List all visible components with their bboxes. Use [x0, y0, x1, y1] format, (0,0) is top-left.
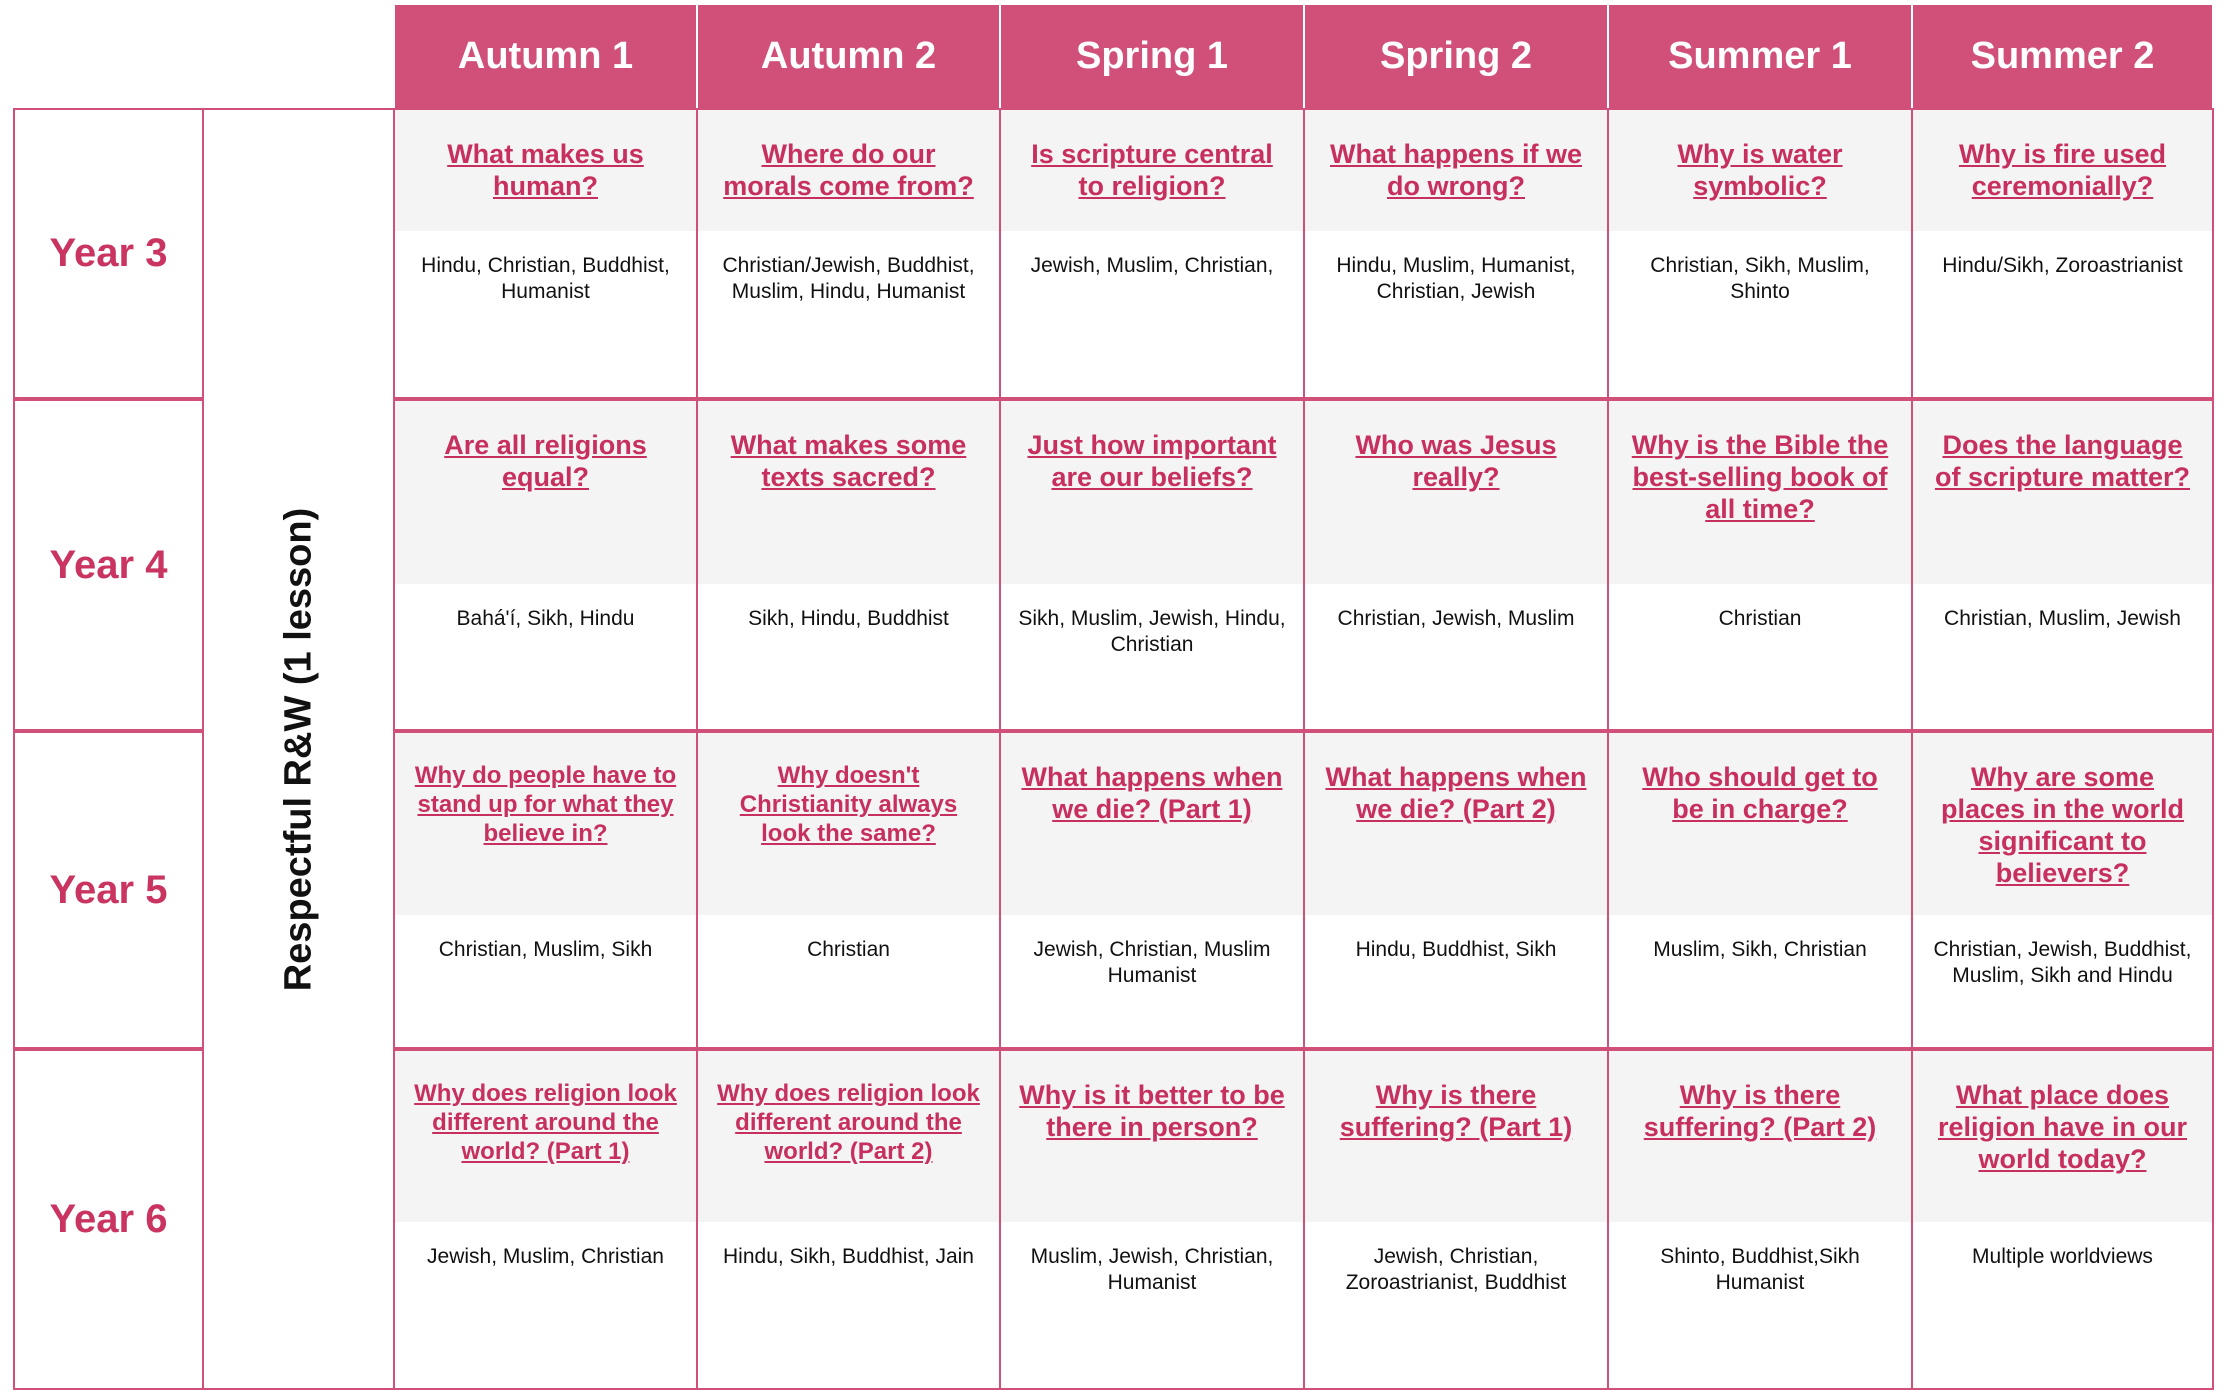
question-area [395, 733, 696, 915]
religions-text: Muslim, Jewish, Christian, Humanist [1001, 1222, 1303, 1296]
unit-question-link[interactable]: Who was Jesus really? [1355, 430, 1557, 492]
unit-question-link[interactable]: Is scripture central to religion? [1031, 139, 1273, 201]
religions-text: Muslim, Sikh, Christian [1609, 915, 1911, 963]
religions-text: Christian, Muslim, Sikh [395, 915, 696, 963]
column-header-3: Spring 1 [1001, 5, 1305, 108]
unit-cell [1303, 731, 1609, 1049]
column-header-4: Spring 2 [1305, 5, 1609, 108]
religions-text: Christian, Jewish, Muslim [1305, 584, 1607, 632]
religions-text: Jewish, Muslim, Christian, [1001, 231, 1303, 279]
unit-question-link[interactable]: Just how important are our beliefs? [1027, 430, 1277, 492]
unit-question-link[interactable]: Why is water symbolic? [1677, 139, 1843, 201]
unit-question-link[interactable]: Why doesn't Christianity always look the same? [739, 762, 958, 847]
unit-cell [696, 399, 1001, 731]
question-area [698, 110, 999, 231]
unit-cell [1303, 1049, 1609, 1390]
question-area [395, 110, 696, 231]
question-area [1001, 733, 1303, 915]
unit-question-link[interactable]: Where do our morals come from? [723, 139, 974, 201]
unit-cell [999, 108, 1305, 399]
unit-question-link[interactable]: Why is there suffering? (Part 1) [1339, 1080, 1573, 1142]
religions-text: Christian [1609, 584, 1911, 632]
column-header-6: Summer 2 [1913, 5, 2214, 108]
unit-cell [393, 399, 698, 731]
religions-text: Hindu, Sikh, Buddhist, Jain [698, 1222, 999, 1270]
unit-cell [999, 731, 1305, 1049]
question-area [1305, 401, 1607, 584]
question-area [698, 1051, 999, 1222]
unit-question-link[interactable]: What happens when we die? (Part 2) [1325, 762, 1587, 824]
unit-question-link[interactable]: Does the language of scripture matter? [1934, 430, 2191, 492]
unit-question-link[interactable]: Why is it better to be there in person? [1019, 1080, 1285, 1142]
religions-text: Christian, Muslim, Jewish [1913, 584, 2212, 632]
question-area [698, 733, 999, 915]
question-area [698, 401, 999, 584]
religions-text: Sikh, Muslim, Jewish, Hindu, Christian [1001, 584, 1303, 658]
unit-cell [696, 731, 1001, 1049]
question-area [1609, 733, 1911, 915]
unit-question-link[interactable]: Who should get to be in charge? [1642, 762, 1878, 824]
question-area [1609, 110, 1911, 231]
unit-question-link[interactable]: Why are some places in the world significant to believers? [1940, 762, 2185, 888]
question-area [1609, 401, 1911, 584]
unit-question-link[interactable]: What place does religion have in our world today? [1937, 1080, 2188, 1174]
unit-cell [1303, 108, 1609, 399]
question-area [1305, 110, 1607, 231]
question-area [1305, 733, 1607, 915]
religions-text: Jewish, Muslim, Christian [395, 1222, 696, 1270]
column-header-1: Autumn 1 [395, 5, 698, 108]
unit-cell [1607, 399, 1913, 731]
unit-question-link[interactable]: What makes some texts sacred? [730, 430, 967, 492]
religions-text: Christian, Jewish, Buddhist, Muslim, Sikh and Hindu [1913, 915, 2212, 989]
religions-text: Jewish, Christian, Zoroastrianist, Buddhist [1305, 1222, 1607, 1296]
unit-cell [393, 108, 698, 399]
unit-cell [696, 108, 1001, 399]
year-label: Year 6 [13, 1049, 204, 1390]
question-area [1913, 1051, 2212, 1222]
unit-cell [1607, 731, 1913, 1049]
unit-question-link[interactable]: Why is the Bible the best-selling book of all time? [1631, 430, 1889, 524]
question-area [1305, 1051, 1607, 1222]
religions-text: Shinto, Buddhist,Sikh Humanist [1609, 1222, 1911, 1296]
unit-cell [1911, 1049, 2214, 1390]
year-label: Year 4 [13, 399, 204, 731]
side-column [202, 108, 395, 1390]
unit-cell [1303, 399, 1609, 731]
year-label: Year 3 [13, 108, 204, 399]
religions-text: Jewish, Christian, Muslim Humanist [1001, 915, 1303, 989]
question-area [1913, 401, 2212, 584]
religions-text: Bahá'í, Sikh, Hindu [395, 584, 696, 632]
unit-cell [393, 731, 698, 1049]
unit-question-link[interactable]: What makes us human? [447, 139, 644, 201]
unit-cell [1911, 108, 2214, 399]
unit-cell [999, 399, 1305, 731]
unit-question-link[interactable]: Why do people have to stand up for what they believe in? [414, 762, 677, 847]
religions-text: Hindu, Christian, Buddhist, Humanist [395, 231, 696, 305]
unit-cell [393, 1049, 698, 1390]
religions-text: Christian [698, 915, 999, 963]
unit-cell [1607, 1049, 1913, 1390]
unit-cell [1607, 108, 1913, 399]
question-area [395, 401, 696, 584]
religions-text: Sikh, Hindu, Buddhist [698, 584, 999, 632]
unit-question-link[interactable]: Are all religions equal? [444, 430, 647, 492]
unit-question-link[interactable]: Why does religion look different around the world? (Part 2) [717, 1080, 980, 1165]
column-header-2: Autumn 2 [698, 5, 1001, 108]
religions-text: Hindu, Buddhist, Sikh [1305, 915, 1607, 963]
column-header-5: Summer 1 [1609, 5, 1913, 108]
question-area [1609, 1051, 1911, 1222]
religions-text: Hindu, Muslim, Humanist, Christian, Jewish [1305, 231, 1607, 305]
unit-question-link[interactable]: Why does religion look different around the world? (Part 1) [414, 1080, 677, 1165]
religions-text: Hindu/Sikh, Zoroastrianist [1913, 231, 2212, 279]
religions-text: Christian, Sikh, Muslim, Shinto [1609, 231, 1911, 305]
religions-text: Multiple worldviews [1913, 1222, 2212, 1270]
religions-text: Christian/Jewish, Buddhist, Muslim, Hindu, Humanist [698, 231, 999, 305]
unit-question-link[interactable]: What happens when we die? (Part 1) [1021, 762, 1283, 824]
unit-question-link[interactable]: Why is there suffering? (Part 2) [1643, 1080, 1877, 1142]
year-label: Year 5 [13, 731, 204, 1049]
question-area [1913, 110, 2212, 231]
question-area [1001, 1051, 1303, 1222]
unit-cell [1911, 399, 2214, 731]
question-area [1001, 110, 1303, 231]
unit-cell [1911, 731, 2214, 1049]
unit-question-link[interactable]: What happens if we do wrong? [1329, 139, 1583, 201]
question-area [395, 1051, 696, 1222]
unit-cell [696, 1049, 1001, 1390]
unit-cell [999, 1049, 1305, 1390]
question-area [1001, 401, 1303, 584]
unit-question-link[interactable]: Why is fire used ceremonially? [1958, 139, 2167, 201]
side-label: Respectful R&W (1 lesson) [277, 507, 319, 991]
question-area [1913, 733, 2212, 915]
